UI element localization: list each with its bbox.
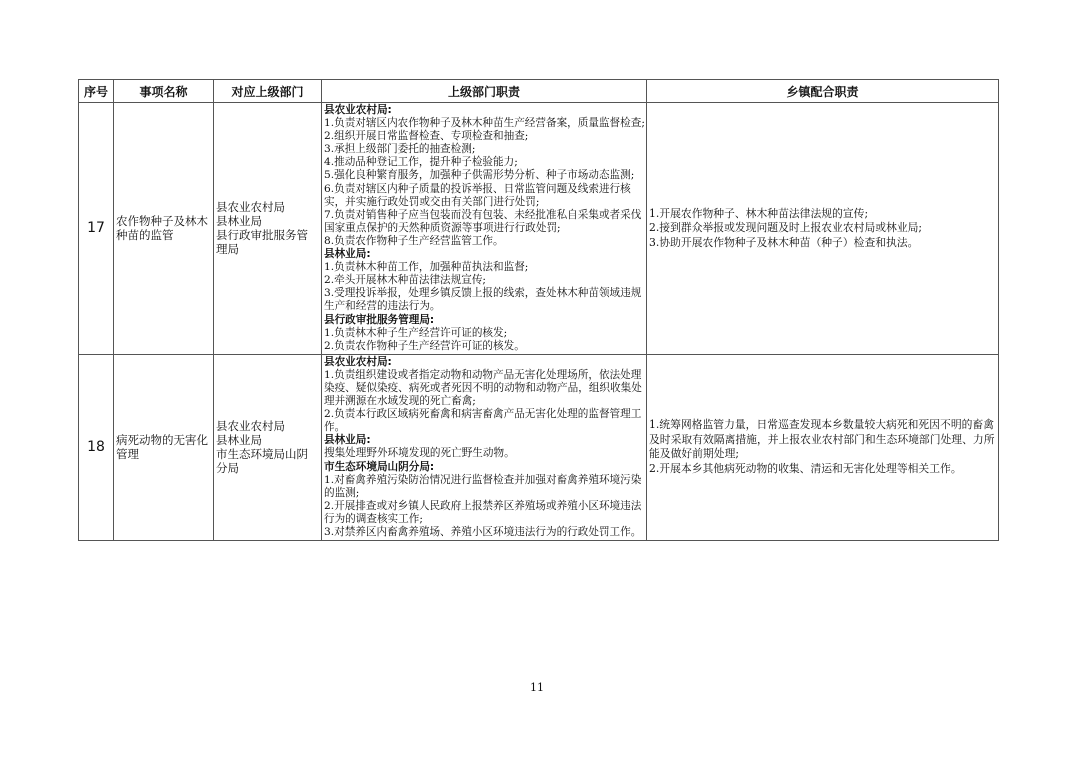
- dept-line: 县农业农村局: [216, 419, 285, 434]
- town-duties: [647, 103, 999, 355]
- section-title: 市生态环境局山阴分局:: [324, 460, 435, 473]
- town-duty-item: 3.协助开展农作物种子及林木种苗（种子）检查和执法。: [649, 235, 919, 249]
- section-title: 县农业农村局:: [324, 104, 392, 116]
- header-row: [79, 80, 999, 103]
- duty-table: [78, 79, 999, 541]
- duty-item: 1.负责林木种子生产经营许可证的核发;: [324, 326, 508, 339]
- duty-item: 4.推动品种登记工作，提升种子检验能力;: [324, 156, 518, 169]
- upper-duties: [322, 103, 647, 355]
- duty-item: 3.对禁养区内畜禽养殖场、养殖小区环境违法行为的行政处罚工作。: [324, 526, 642, 538]
- dept-line: 市生态环境局山阴分局: [216, 447, 308, 476]
- section-title: 县林业局:: [324, 434, 371, 447]
- duty-item: 3.承担上级部门委托的抽查检测;: [324, 143, 476, 156]
- duty-item: 1.对畜禽养殖污染防治情况进行监督检查并加强对畜禽养殖环境污染的监测;: [324, 473, 642, 499]
- section-title: 县行政审批服务管理局:: [324, 313, 435, 326]
- town-duty-item: 2.接到群众举报或发现问题及时上报农业农村局或林业局;: [649, 221, 923, 235]
- item-name: 农作物种子及林木种苗的监管: [114, 103, 214, 355]
- duty-item: 2.开展排查或对乡镇人民政府上报禁养区养殖场或养殖小区环境违法行为的调查核实工作;: [324, 499, 642, 525]
- header-depts: 对应上级部门: [214, 80, 322, 103]
- dept-list: [214, 354, 322, 540]
- page-number: 11: [530, 681, 544, 694]
- duty-item: 1.负责组织建设或者指定动物和动物产品无害化处理场所，依法处理染疫、疑似染疫、病死或者死因不明的动物和动物产品，组织收集处理并溯源在水域发现的死亡畜禽;: [324, 368, 642, 408]
- duty-item: 1.负责对辖区内农作物种子及林木种苗生产经营备案，质量监督检查;: [324, 117, 645, 130]
- town-duty-item: 1.统筹网格监管力量，日常巡查发现本乡数量较大病死和死因不明的畜禽及时采取有效隔离措施，并上报农业农村部门和生态环境部门处理、力所能及做好前期处理;: [649, 418, 995, 461]
- table-row: [79, 354, 999, 540]
- header-no: 序号: [79, 80, 114, 103]
- duty-item: 2.牵头开展林木种苗法律法规宣传;: [324, 274, 486, 287]
- section-title: 县农业农村局:: [324, 355, 392, 368]
- upper-duties: [322, 354, 647, 540]
- duty-item: 6.负责对辖区内种子质量的投诉举报、日常监管问题及线索进行核实，并实施行政处罚或交由有关部门进行处罚;: [324, 182, 631, 208]
- duty-item: 3.受理投诉举报，处理乡镇反馈上报的线索，查处林木种苗领域违规生产和经营的违法行为。: [324, 287, 642, 313]
- duty-item: 1.负责林木种苗工作，加强种苗执法和监督;: [324, 261, 529, 274]
- duty-item: 2.组织开展日常监督检查、专项检查和抽查;: [324, 130, 529, 143]
- duty-item: 搜集处理野外环境发现的死亡野生动物。: [324, 447, 515, 460]
- town-duties: [647, 354, 999, 540]
- row-number: 18: [79, 354, 114, 540]
- duty-item: 7.负责对销售种子应当包装而没有包装、未经批准私自采集或者采伐国家重点保护的天然种质资源等事项进行行政处罚;: [324, 208, 642, 234]
- town-duty-item: 1.开展农作物种子、林木种苗法律法规的宣传;: [649, 206, 869, 220]
- header-name: 事项名称: [114, 80, 214, 103]
- duty-item: 2.负责农作物种子生产经营许可证的核发。: [324, 339, 525, 352]
- dept-line: 县林业局: [216, 214, 262, 229]
- row-number: 17: [79, 103, 114, 355]
- dept-line: 县行政审批服务管理局: [216, 228, 308, 257]
- duty-item: 2.负责本行政区域病死畜禽和病害畜禽产品无害化处理的监督管理工作。: [324, 408, 642, 434]
- header-upper-duties: 上级部门职责: [322, 80, 647, 103]
- dept-list: [214, 103, 322, 355]
- town-duty-item: 2.开展本乡其他病死动物的收集、清运和无害化处理等相关工作。: [649, 461, 962, 475]
- duty-item: 8.负责农作物种子生产经营监管工作。: [324, 234, 504, 247]
- section-title: 县林业局:: [324, 248, 371, 261]
- header-town-duties: 乡镇配合职责: [647, 80, 999, 103]
- dept-line: 县农业农村局: [216, 200, 285, 215]
- item-name: 病死动物的无害化管理: [114, 354, 214, 540]
- duty-item: 5.强化良种繁育服务，加强种子供需形势分析、种子市场动态监测;: [324, 169, 635, 182]
- table-row: [79, 103, 999, 355]
- dept-line: 县林业局: [216, 433, 262, 448]
